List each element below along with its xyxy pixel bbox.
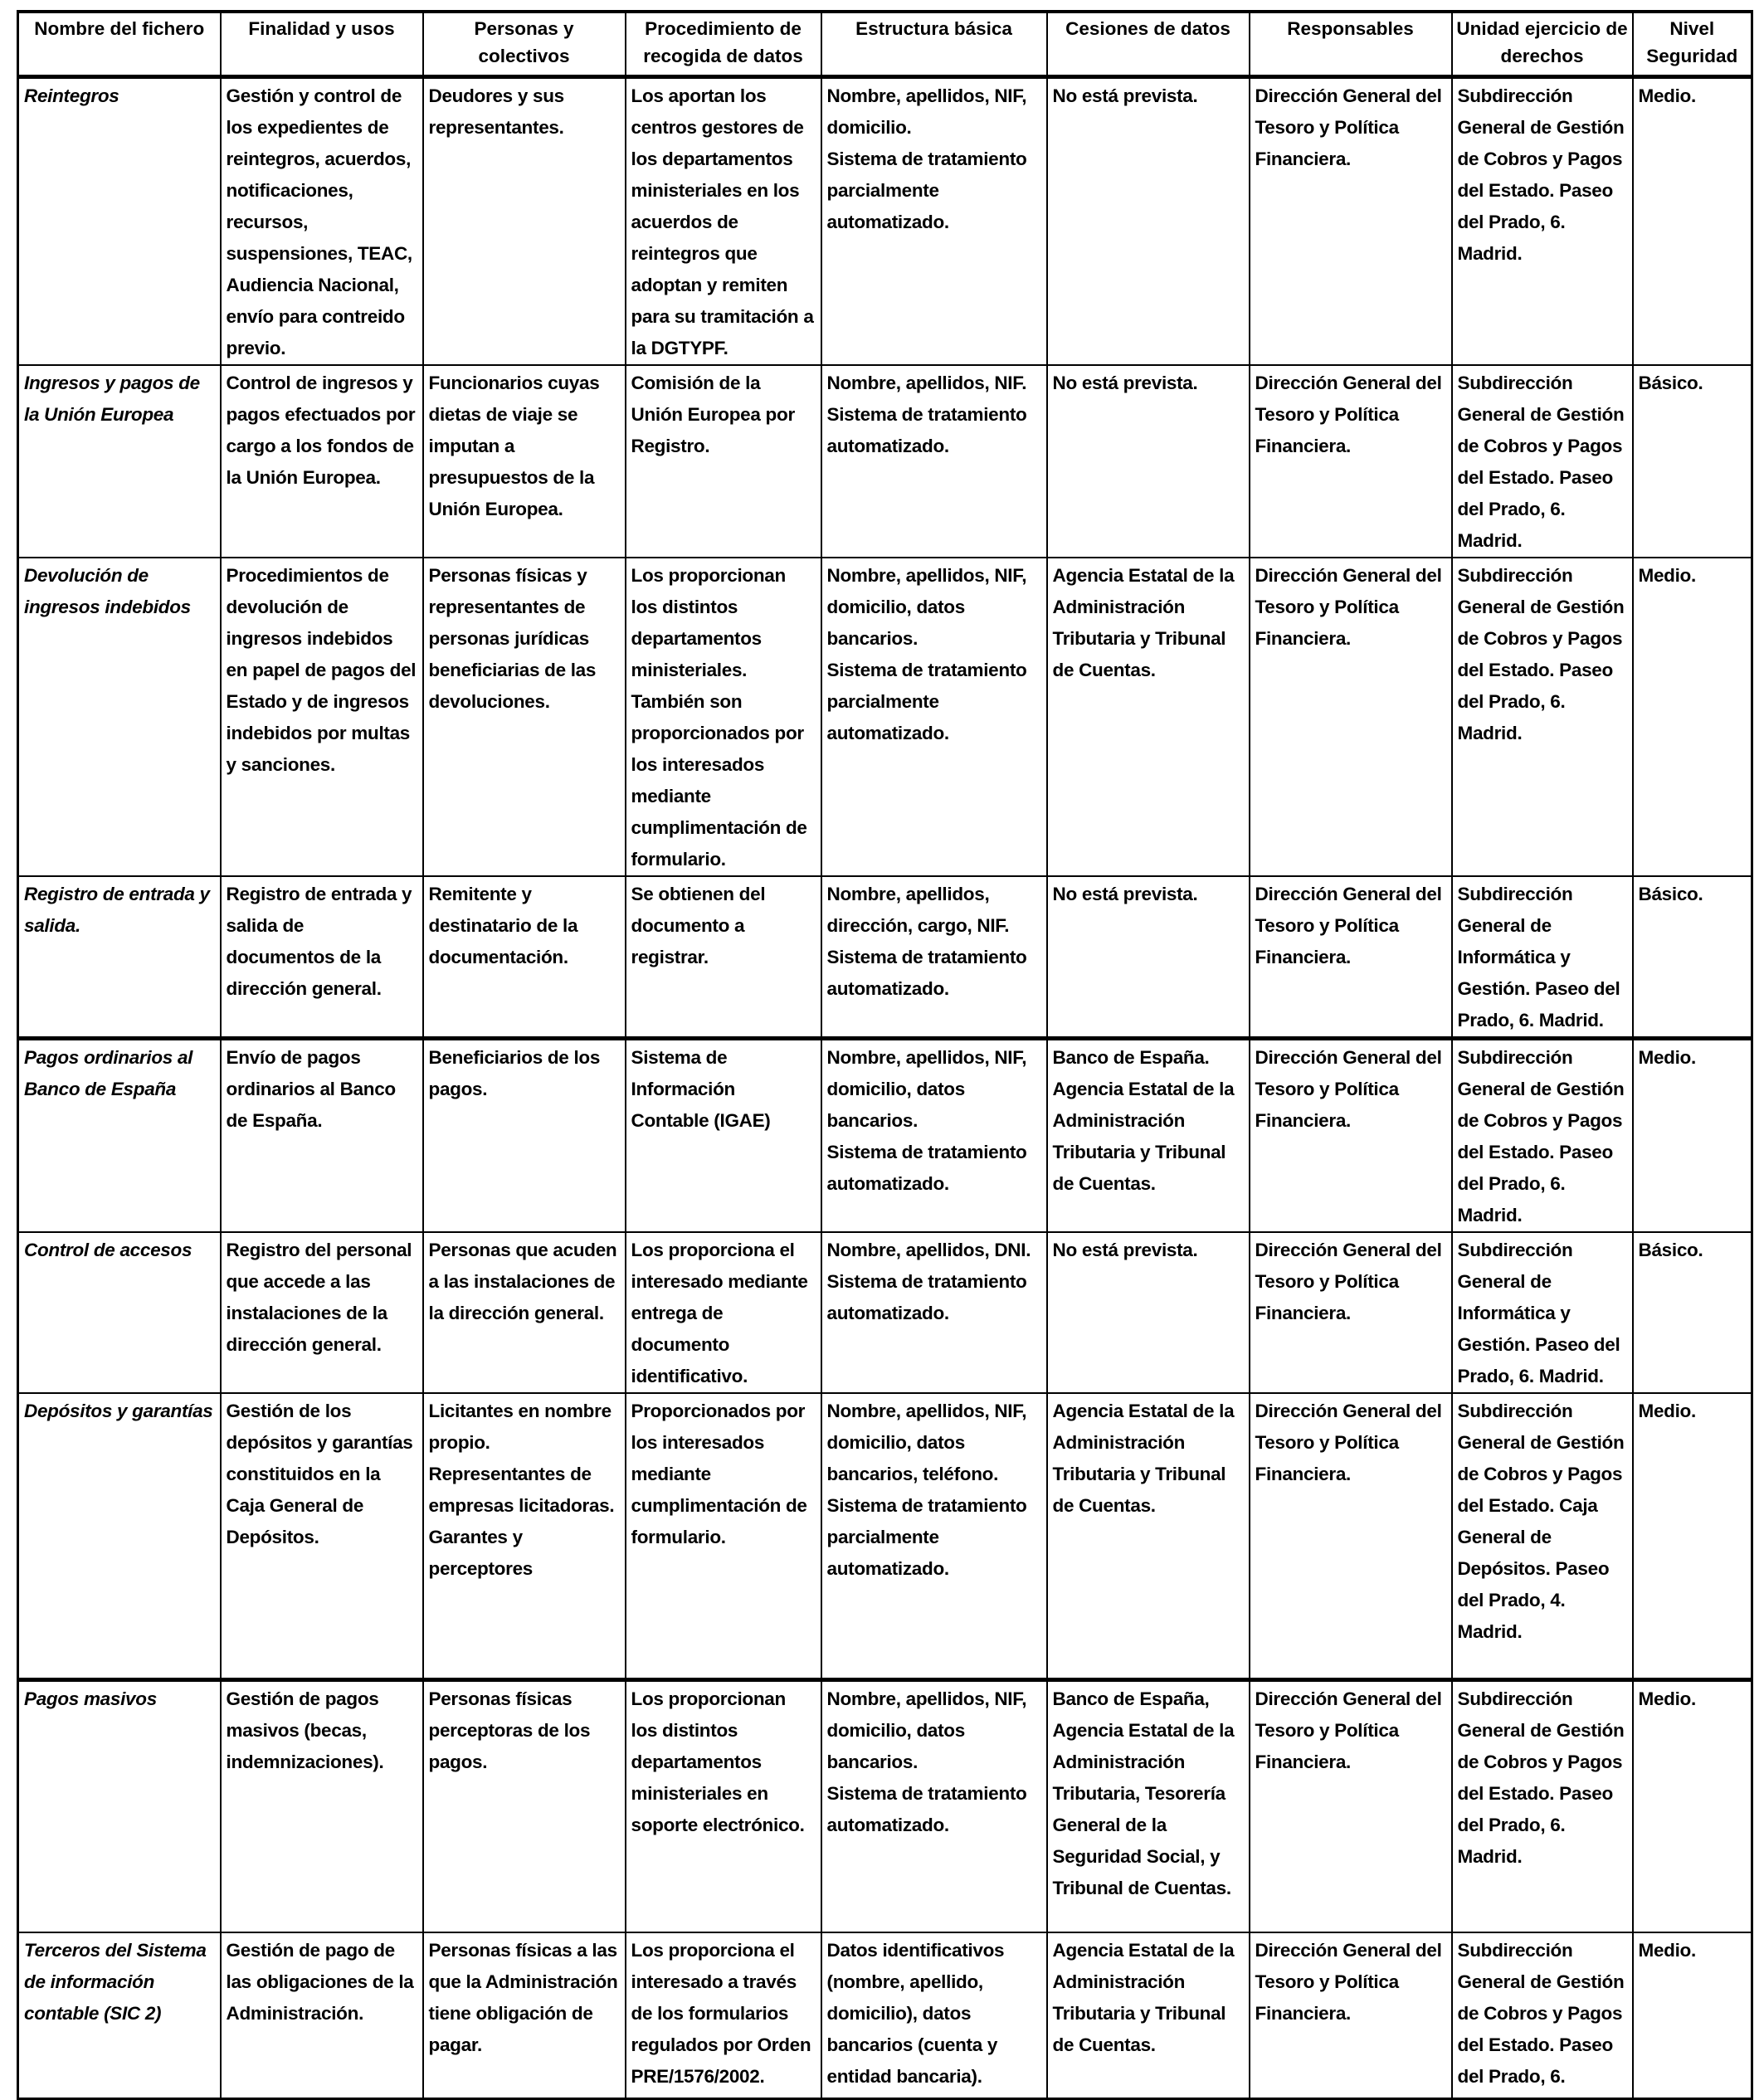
cell-cesiones: No está prevista.	[1047, 1232, 1250, 1393]
cell-estructura: Nombre, apellidos, DNI. Sistema de tratamiento automatizado.	[821, 1232, 1047, 1393]
cell-nivel: Medio.	[1633, 558, 1752, 876]
header-responsables: Responsables	[1250, 12, 1452, 77]
cell-cesiones: No está prevista.	[1047, 876, 1250, 1039]
header-estructura: Estructura básica	[821, 12, 1047, 77]
cell-nivel: Medio.	[1633, 77, 1752, 366]
cell-responsables: Dirección General del Tesoro y Política Financiera.	[1250, 1932, 1452, 2098]
cell-cesiones: Agencia Estatal de la Administración Tributaria y Tribunal de Cuentas.	[1047, 1932, 1250, 2098]
cell-unidad: Subdirección General de Gestión de Cobros y Pagos del Estado. Paseo del Prado, 6. Madrid.	[1452, 558, 1633, 876]
table-row	[18, 365, 1752, 558]
cell-estructura: Nombre, apellidos, NIF, domicilio, datos bancarios, teléfono. Sistema de tratamiento parcialmente automatizado.	[821, 1393, 1047, 1679]
cell-unidad: Subdirección General de Gestión de Cobros y Pagos del Estado. Paseo del Prado, 6. Madrid.	[1452, 77, 1633, 366]
cell-nivel: Medio.	[1633, 1679, 1752, 1932]
cell-cesiones: Banco de España. Agencia Estatal de la Administración Tributaria y Tribunal de Cuentas.	[1047, 1039, 1250, 1233]
data-files-table	[17, 10, 1753, 2100]
cell-nivel: Medio.	[1633, 1932, 1752, 2098]
cell-cesiones: No está prevista.	[1047, 365, 1250, 558]
cell-cesiones: Banco de España, Agencia Estatal de la Administración Tributaria, Tesorería General de la Seguridad Social, y Tribunal de Cuentas.	[1047, 1679, 1250, 1932]
table-header-row	[18, 12, 1752, 77]
cell-nombre: Devolución de ingresos indebidos	[18, 558, 221, 876]
cell-personas: Personas que acuden a las instalaciones de la dirección general.	[423, 1232, 626, 1393]
cell-nombre: Depósitos y garantías	[18, 1393, 221, 1679]
cell-personas: Personas físicas perceptoras de los pagos.	[423, 1679, 626, 1932]
cell-unidad: Subdirección General de Gestión de Cobros y Pagos del Estado. Caja General de Depósitos. Paseo del Prado, 4. Madrid.	[1452, 1393, 1633, 1679]
cell-unidad: Subdirección General de Gestión de Cobros y Pagos del Estado. Paseo del Prado, 6.	[1452, 1932, 1633, 2098]
cell-personas: Licitantes en nombre propio. Representantes de empresas licitadoras. Garantes y perceptores	[423, 1393, 626, 1679]
cell-finalidad: Envío de pagos ordinarios al Banco de España.	[221, 1039, 423, 1233]
cell-finalidad: Gestión de pagos masivos (becas, indemnizaciones).	[221, 1679, 423, 1932]
cell-responsables: Dirección General del Tesoro y Política Financiera.	[1250, 1679, 1452, 1932]
cell-nivel: Básico.	[1633, 365, 1752, 558]
header-nombre: Nombre del fichero	[18, 12, 221, 77]
cell-procedimiento: Se obtienen del documento a registrar.	[626, 876, 821, 1039]
cell-estructura: Nombre, apellidos, NIF, domicilio. Sistema de tratamiento parcialmente automatizado.	[821, 77, 1047, 366]
cell-cesiones: Agencia Estatal de la Administración Tributaria y Tribunal de Cuentas.	[1047, 1393, 1250, 1679]
table-row	[18, 876, 1752, 1039]
cell-nombre: Control de accesos	[18, 1232, 221, 1393]
document-page	[17, 10, 1751, 2100]
cell-finalidad: Control de ingresos y pagos efectuados por cargo a los fondos de la Unión Europea.	[221, 365, 423, 558]
cell-procedimiento: Sistema de Información Contable (IGAE)	[626, 1039, 821, 1233]
table-row	[18, 1039, 1752, 1233]
cell-nivel: Básico.	[1633, 1232, 1752, 1393]
cell-finalidad: Procedimientos de devolución de ingresos indebidos en papel de pagos del Estado y de ingresos indebidos por multas y sanciones.	[221, 558, 423, 876]
header-cesiones: Cesiones de datos	[1047, 12, 1250, 77]
cell-nombre: Reintegros	[18, 77, 221, 366]
cell-cesiones: Agencia Estatal de la Administración Tributaria y Tribunal de Cuentas.	[1047, 558, 1250, 876]
cell-estructura: Nombre, apellidos, NIF, domicilio, datos bancarios. Sistema de tratamiento parcialmente automatizado.	[821, 558, 1047, 876]
cell-nombre: Terceros del Sistema de información contable (SIC 2)	[18, 1932, 221, 2098]
cell-unidad: Subdirección General de Informática y Gestión. Paseo del Prado, 6. Madrid.	[1452, 1232, 1633, 1393]
header-nivel: Nivel Seguridad	[1633, 12, 1752, 77]
cell-personas: Personas físicas a las que la Administración tiene obligación de pagar.	[423, 1932, 626, 2098]
cell-personas: Beneficiarios de los pagos.	[423, 1039, 626, 1233]
cell-estructura: Nombre, apellidos, NIF. Sistema de tratamiento automatizado.	[821, 365, 1047, 558]
cell-estructura: Nombre, apellidos, NIF, domicilio, datos bancarios. Sistema de tratamiento automatizado.	[821, 1039, 1047, 1233]
cell-finalidad: Registro de entrada y salida de documentos de la dirección general.	[221, 876, 423, 1039]
cell-procedimiento: Proporcionados por los interesados mediante cumplimentación de formulario.	[626, 1393, 821, 1679]
header-personas: Personas y colectivos	[423, 12, 626, 77]
header-procedimiento: Procedimiento de recogida de datos	[626, 12, 821, 77]
cell-procedimiento: Los proporcionan los distintos departamentos ministeriales. También son proporcionados por los interesados mediante cumplimentación de formulario.	[626, 558, 821, 876]
cell-finalidad: Gestión de los depósitos y garantías constituidos en la Caja General de Depósitos.	[221, 1393, 423, 1679]
cell-unidad: Subdirección General de Gestión de Cobros y Pagos del Estado. Paseo del Prado, 6. Madrid.	[1452, 365, 1633, 558]
cell-personas: Deudores y sus representantes.	[423, 77, 626, 366]
cell-unidad: Subdirección General de Informática y Gestión. Paseo del Prado, 6. Madrid.	[1452, 876, 1633, 1039]
cell-nombre: Registro de entrada y salida.	[18, 876, 221, 1039]
cell-procedimiento: Los proporciona el interesado a través de los formularios regulados por Orden PRE/1576/2002.	[626, 1932, 821, 2098]
cell-cesiones: No está prevista.	[1047, 77, 1250, 366]
cell-personas: Remitente y destinatario de la documentación.	[423, 876, 626, 1039]
cell-procedimiento: Los aportan los centros gestores de los departamentos ministeriales en los acuerdos de reintegros que adoptan y remiten para su tramitación a la DGTYPF.	[626, 77, 821, 366]
cell-nombre: Pagos ordinarios al Banco de España	[18, 1039, 221, 1233]
cell-responsables: Dirección General del Tesoro y Política Financiera.	[1250, 1232, 1452, 1393]
table-row	[18, 1393, 1752, 1679]
table-row	[18, 558, 1752, 876]
cell-finalidad: Gestión de pago de las obligaciones de la Administración.	[221, 1932, 423, 2098]
cell-unidad: Subdirección General de Gestión de Cobros y Pagos del Estado. Paseo del Prado, 6. Madrid.	[1452, 1679, 1633, 1932]
table-row	[18, 1232, 1752, 1393]
table-row	[18, 1679, 1752, 1932]
cell-procedimiento: Comisión de la Unión Europea por Registro.	[626, 365, 821, 558]
cell-procedimiento: Los proporcionan los distintos departamentos ministeriales en soporte electrónico.	[626, 1679, 821, 1932]
cell-nombre: Ingresos y pagos de la Unión Europea	[18, 365, 221, 558]
cell-responsables: Dirección General del Tesoro y Política Financiera.	[1250, 1393, 1452, 1679]
header-unidad: Unidad ejercicio de derechos	[1452, 12, 1633, 77]
cell-responsables: Dirección General del Tesoro y Política Financiera.	[1250, 1039, 1452, 1233]
cell-nivel: Medio.	[1633, 1039, 1752, 1233]
cell-personas: Personas físicas y representantes de personas jurídicas beneficiarias de las devoluciones.	[423, 558, 626, 876]
header-finalidad: Finalidad y usos	[221, 12, 423, 77]
cell-estructura: Nombre, apellidos, dirección, cargo, NIF. Sistema de tratamiento automatizado.	[821, 876, 1047, 1039]
cell-estructura: Datos identificativos (nombre, apellido, domicilio), datos bancarios (cuenta y entidad bancaria).	[821, 1932, 1047, 2098]
table-row	[18, 1932, 1752, 2098]
cell-responsables: Dirección General del Tesoro y Política Financiera.	[1250, 558, 1452, 876]
cell-procedimiento: Los proporciona el interesado mediante entrega de documento identificativo.	[626, 1232, 821, 1393]
cell-personas: Funcionarios cuyas dietas de viaje se imputan a presupuestos de la Unión Europea.	[423, 365, 626, 558]
cell-finalidad: Registro del personal que accede a las instalaciones de la dirección general.	[221, 1232, 423, 1393]
cell-nivel: Básico.	[1633, 876, 1752, 1039]
cell-nombre: Pagos masivos	[18, 1679, 221, 1932]
cell-responsables: Dirección General del Tesoro y Política Financiera.	[1250, 365, 1452, 558]
cell-unidad: Subdirección General de Gestión de Cobros y Pagos del Estado. Paseo del Prado, 6. Madrid.	[1452, 1039, 1633, 1233]
cell-responsables: Dirección General del Tesoro y Política Financiera.	[1250, 77, 1452, 366]
cell-nivel: Medio.	[1633, 1393, 1752, 1679]
cell-estructura: Nombre, apellidos, NIF, domicilio, datos bancarios. Sistema de tratamiento automatizado.	[821, 1679, 1047, 1932]
table-row	[18, 77, 1752, 366]
cell-finalidad: Gestión y control de los expedientes de reintegros, acuerdos, notificaciones, recursos, suspensiones, TEAC, Audiencia Nacional, envío para contreido previo.	[221, 77, 423, 366]
cell-responsables: Dirección General del Tesoro y Política Financiera.	[1250, 876, 1452, 1039]
